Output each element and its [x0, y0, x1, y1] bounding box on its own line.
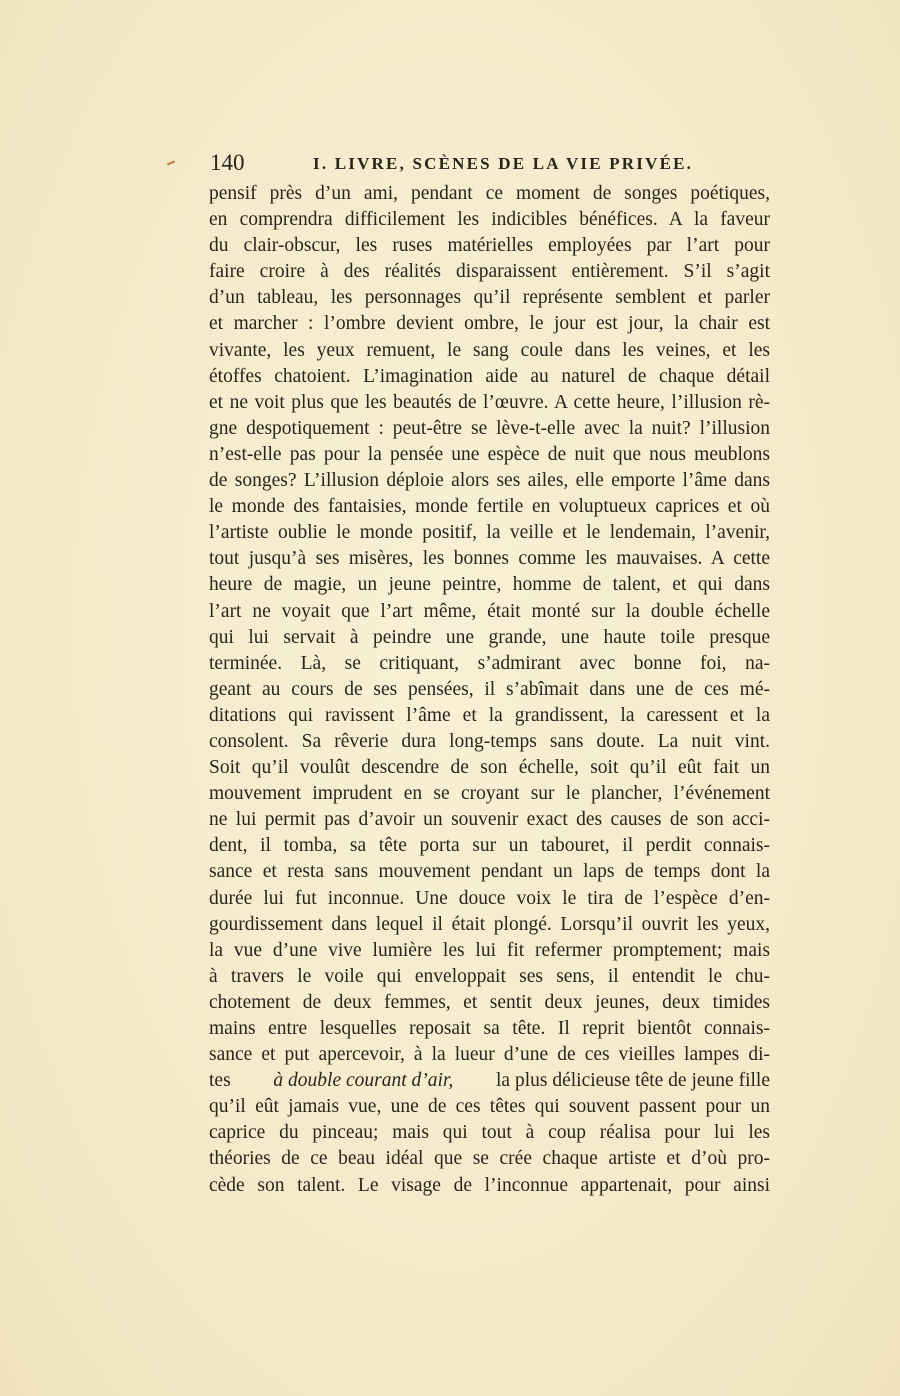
text-line: geant au cours de ses pensées, il s’abîmait dans une de ces mé- — [209, 678, 770, 700]
text-segment: tes — [209, 1070, 231, 1092]
text-line: à travers le voile qui enveloppait ses sens, il entendit le chu- — [209, 965, 770, 987]
text-line: gne despotiquement : peut-être se lève-t-elle avec la nuit? l’illusion — [209, 417, 770, 439]
text-line: vivante, les yeux remuent, le sang coule dans les veines, et les — [209, 339, 770, 361]
italic-phrase: à double courant d’air, — [273, 1070, 454, 1092]
text-line: caprice du pinceau; mais qui tout à coup réalisa pour lui les — [209, 1122, 770, 1144]
text-line: heure de magie, un jeune peintre, homme de talent, et qui dans — [209, 574, 770, 596]
text-line: chotement de deux femmes, et sentit deux jeunes, deux timides — [209, 991, 770, 1013]
text-line: du clair-obscur, les ruses matérielles employées par l’art pour — [209, 235, 770, 257]
text-segment: la plus délicieuse tête de jeune fille — [496, 1070, 770, 1092]
page-number: 140 — [210, 150, 245, 175]
text-line: le monde des fantaisies, monde fertile en voluptueux caprices et où — [209, 496, 770, 518]
margin-mark — [167, 160, 175, 165]
text-line: théories de ce beau idéal que se crée chaque artiste et d’où pro- — [209, 1148, 770, 1170]
text-line: l’artiste oublie le monde positif, la veille et le lendemain, l’avenir, — [209, 522, 770, 544]
text-line: mouvement imprudent en se croyant sur le plancher, l’événement — [209, 783, 770, 805]
text-line: cède son talent. Le visage de l’inconnue appartenait, pour ainsi — [209, 1174, 770, 1196]
text-line — [209, 1068, 770, 1094]
text-line: consolent. Sa rêverie dura long-temps sans doute. La nuit vint. — [209, 730, 770, 752]
text-line: tout jusqu’à ses misères, les bonnes comme les mauvaises. A cette — [209, 548, 770, 570]
text-line: mains entre lesquelles reposait sa tête. Il reprit bientôt connais- — [209, 1018, 770, 1039]
text-line: sance et resta sans mouvement pendant un laps de temps dont la — [209, 861, 770, 883]
text-line: ditations qui ravissent l’âme et la grandissent, la caressent et la — [209, 704, 770, 726]
text-line: durée lui fut inconnue. Une douce voix le tira de l’espèce d’en- — [209, 887, 770, 909]
text-line: n’est-elle pas pour la pensée une espèce de nuit que nous meublons — [209, 443, 770, 465]
text-line: qu’il eût jamais vue, une de ces têtes qui souvent passent pour un — [209, 1096, 770, 1118]
body-text — [209, 181, 770, 1199]
text-line: gourdissement dans lequel il était plongé. Lorsqu’il ouvrit les yeux, — [209, 913, 770, 935]
text-line: terminée. Là, se critiquant, s’admirant avec bonne foi, na- — [209, 652, 770, 674]
text-line: Soit qu’il voulût descendre de son échelle, soit qu’il eût fait un — [209, 757, 770, 779]
text-line: étoffes chatoient. L’imagination aide au naturel de chaque détail — [209, 365, 770, 387]
running-title: I. LIVRE, SCÈNES DE LA VIE PRIVÉE. — [313, 154, 694, 173]
text-line: ne lui permit pas d’avoir un souvenir exact des causes de son acci- — [209, 809, 770, 831]
text-line: dent, il tomba, sa tête porta sur un tabouret, il perdit connais- — [209, 835, 770, 857]
text-line: faire croire à des réalités disparaissent entièrement. S’il s’agit — [209, 261, 770, 283]
text-line: sance et put apercevoir, à la lueur d’une de ces vieilles lampes di- — [209, 1044, 770, 1066]
text-line: l’art ne voyait que l’art même, était monté sur la double échelle — [209, 600, 770, 622]
text-line: d’un tableau, les personnages qu’il représente semblent et parler — [209, 287, 770, 309]
text-line: en comprendra difficilement les indicibles bénéfices. A la faveur — [209, 209, 770, 231]
text-line: de songes? L’illusion déploie alors ses ailes, elle emporte l’âme dans — [209, 470, 770, 492]
text-line: la vue d’une vive lumière les lui fit refermer promptement; mais — [209, 939, 770, 961]
text-line: et ne voit plus que les beautés de l’œuvre. A cette heure, l’illusion rè- — [209, 391, 770, 413]
page-header — [210, 150, 770, 180]
text-line: et marcher : l’ombre devient ombre, le jour est jour, la chair est — [209, 313, 770, 335]
text-line: pensif près d’un ami, pendant ce moment de songes poétiques, — [209, 183, 770, 204]
text-line: qui lui servait à peindre une grande, une haute toile presque — [209, 626, 770, 648]
